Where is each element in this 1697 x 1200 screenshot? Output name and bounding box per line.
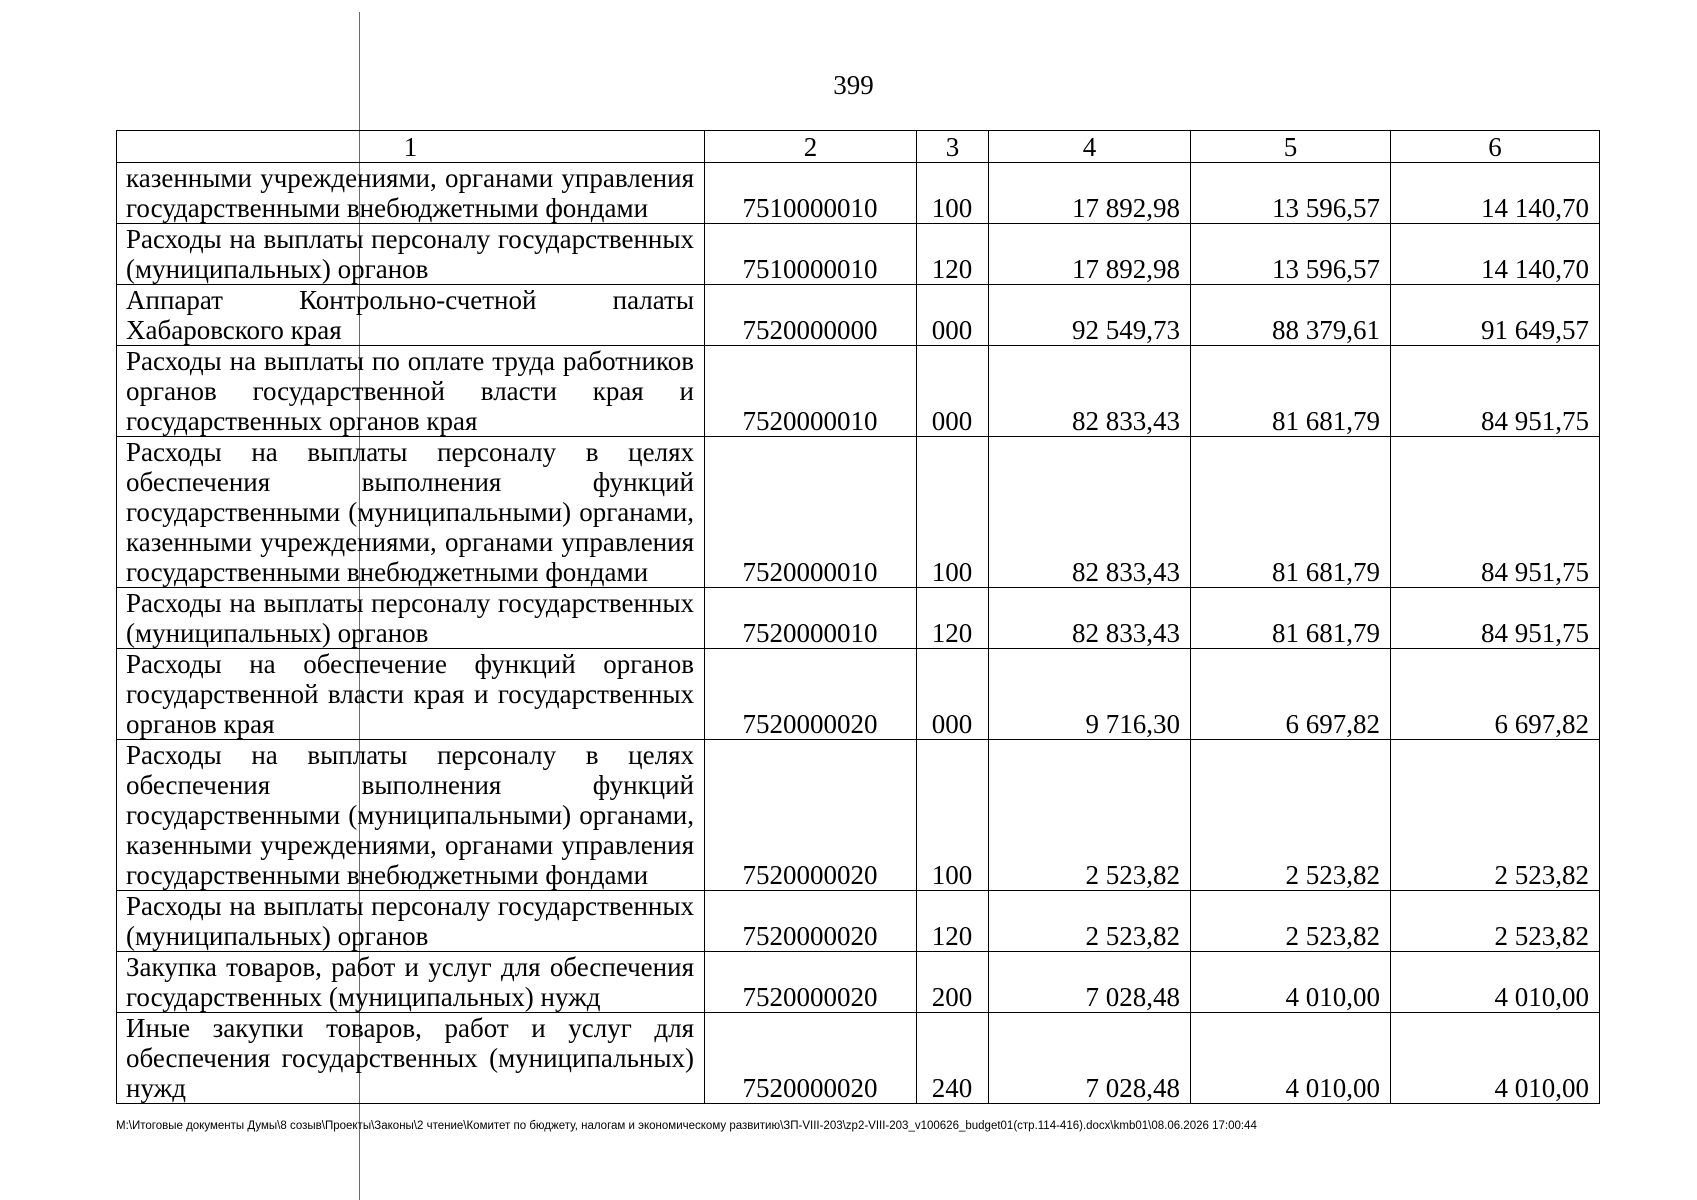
- table-row: [117, 285, 1600, 346]
- row-value-col4: 2 523,82: [989, 740, 1191, 891]
- row-value-col6: 14 140,70: [1391, 224, 1600, 285]
- header-col-4: 4: [989, 131, 1191, 163]
- row-expense-kind: 120: [917, 224, 989, 285]
- row-name: Расходы на выплаты персоналу в целях обеспечения выполнения функций государственными (муниципальными) органами, казенными учреждениями, органами управления государственными внебюджетными фондами: [117, 437, 705, 588]
- row-expense-kind: 240: [917, 1013, 989, 1104]
- row-name: казенными учреждениями, органами управления государственными внебюджетными фондами: [117, 163, 705, 224]
- row-target-code: 7520000010: [705, 346, 917, 437]
- table-row: [117, 588, 1600, 649]
- row-target-code: 7520000000: [705, 285, 917, 346]
- row-target-code: 7520000020: [705, 649, 917, 740]
- row-value-col5: 81 681,79: [1191, 588, 1391, 649]
- row-value-col6: 84 951,75: [1391, 588, 1600, 649]
- row-target-code: 7520000010: [705, 437, 917, 588]
- table-row: [117, 891, 1600, 952]
- row-value-col5: 2 523,82: [1191, 740, 1391, 891]
- table-row: [117, 649, 1600, 740]
- row-value-col6: 84 951,75: [1391, 437, 1600, 588]
- row-value-col4: 7 028,48: [989, 952, 1191, 1013]
- row-name: Расходы на выплаты персоналу государственных (муниципальных) органов: [117, 224, 705, 285]
- row-value-col4: 2 523,82: [989, 891, 1191, 952]
- row-name: Иные закупки товаров, работ и услуг для обеспечения государственных (муниципальных) нужд: [117, 1013, 705, 1104]
- row-value-col4: 92 549,73: [989, 285, 1191, 346]
- row-value-col5: 88 379,61: [1191, 285, 1391, 346]
- row-expense-kind: 000: [917, 285, 989, 346]
- row-value-col4: 82 833,43: [989, 588, 1191, 649]
- row-value-col5: 6 697,82: [1191, 649, 1391, 740]
- row-target-code: 7520000020: [705, 952, 917, 1013]
- table-row: [117, 952, 1600, 1013]
- row-value-col5: 81 681,79: [1191, 437, 1391, 588]
- row-value-col6: 2 523,82: [1391, 891, 1600, 952]
- row-name: Расходы на выплаты персоналу государственных (муниципальных) органов: [117, 588, 705, 649]
- table-row: [117, 224, 1600, 285]
- table-row: [117, 163, 1600, 224]
- row-value-col4: 17 892,98: [989, 163, 1191, 224]
- header-col-2: 2: [705, 131, 917, 163]
- row-name: Расходы на выплаты персоналу государственных (муниципальных) органов: [117, 891, 705, 952]
- row-target-code: 7520000010: [705, 588, 917, 649]
- row-name: Закупка товаров, работ и услуг для обеспечения государственных (муниципальных) нужд: [117, 952, 705, 1013]
- table-row: [117, 740, 1600, 891]
- row-target-code: 7510000010: [705, 163, 917, 224]
- table-header-row: [117, 131, 1600, 163]
- table-row: [117, 346, 1600, 437]
- row-expense-kind: 200: [917, 952, 989, 1013]
- row-expense-kind: 000: [917, 346, 989, 437]
- document-file-path: M:\Итоговые документы Думы\8 созыв\Проекты\Законы\2 чтение\Комитет по бюджету, налогам и экономическому развитию\ЗП-VIII-203\zp2-VIII-203_v100626_budget01(стр.114-416).docx\kmb01\08.06.2026 17:00:44: [116, 1120, 1257, 1132]
- budget-table: [116, 130, 1600, 1104]
- row-expense-kind: 100: [917, 163, 989, 224]
- row-name: Расходы на выплаты по оплате труда работников органов государственной власти края и государственных органов края: [117, 346, 705, 437]
- row-target-code: 7520000020: [705, 891, 917, 952]
- row-value-col6: 14 140,70: [1391, 163, 1600, 224]
- page-number: 399: [833, 70, 874, 100]
- header-col-3: 3: [917, 131, 989, 163]
- row-value-col6: 84 951,75: [1391, 346, 1600, 437]
- row-value-col5: 81 681,79: [1191, 346, 1391, 437]
- header-col-6: 6: [1391, 131, 1600, 163]
- row-value-col6: 6 697,82: [1391, 649, 1600, 740]
- row-name: Аппарат Контрольно-счетной палаты Хабаровского края: [117, 285, 705, 346]
- header-col-1: 1: [117, 131, 705, 163]
- row-value-col5: 2 523,82: [1191, 891, 1391, 952]
- row-expense-kind: 000: [917, 649, 989, 740]
- row-value-col5: 13 596,57: [1191, 163, 1391, 224]
- row-target-code: 7520000020: [705, 740, 917, 891]
- row-value-col4: 7 028,48: [989, 1013, 1191, 1104]
- table-row: [117, 1013, 1600, 1104]
- row-expense-kind: 120: [917, 588, 989, 649]
- table-row: [117, 437, 1600, 588]
- row-value-col6: 2 523,82: [1391, 740, 1600, 891]
- row-value-col6: 4 010,00: [1391, 1013, 1600, 1104]
- row-expense-kind: 100: [917, 437, 989, 588]
- row-value-col5: 4 010,00: [1191, 1013, 1391, 1104]
- row-value-col6: 4 010,00: [1391, 952, 1600, 1013]
- row-target-code: 7520000020: [705, 1013, 917, 1104]
- row-expense-kind: 120: [917, 891, 989, 952]
- row-value-col4: 82 833,43: [989, 346, 1191, 437]
- row-target-code: 7510000010: [705, 224, 917, 285]
- row-value-col4: 9 716,30: [989, 649, 1191, 740]
- row-value-col6: 91 649,57: [1391, 285, 1600, 346]
- row-value-col5: 4 010,00: [1191, 952, 1391, 1013]
- row-value-col4: 82 833,43: [989, 437, 1191, 588]
- row-name: Расходы на обеспечение функций органов государственной власти края и государственных органов края: [117, 649, 705, 740]
- row-value-col5: 13 596,57: [1191, 224, 1391, 285]
- row-expense-kind: 100: [917, 740, 989, 891]
- row-value-col4: 17 892,98: [989, 224, 1191, 285]
- header-col-5: 5: [1191, 131, 1391, 163]
- row-name: Расходы на выплаты персоналу в целях обеспечения выполнения функций государственными (муниципальными) органами, казенными учреждениями, органами управления государственными внебюджетными фондами: [117, 740, 705, 891]
